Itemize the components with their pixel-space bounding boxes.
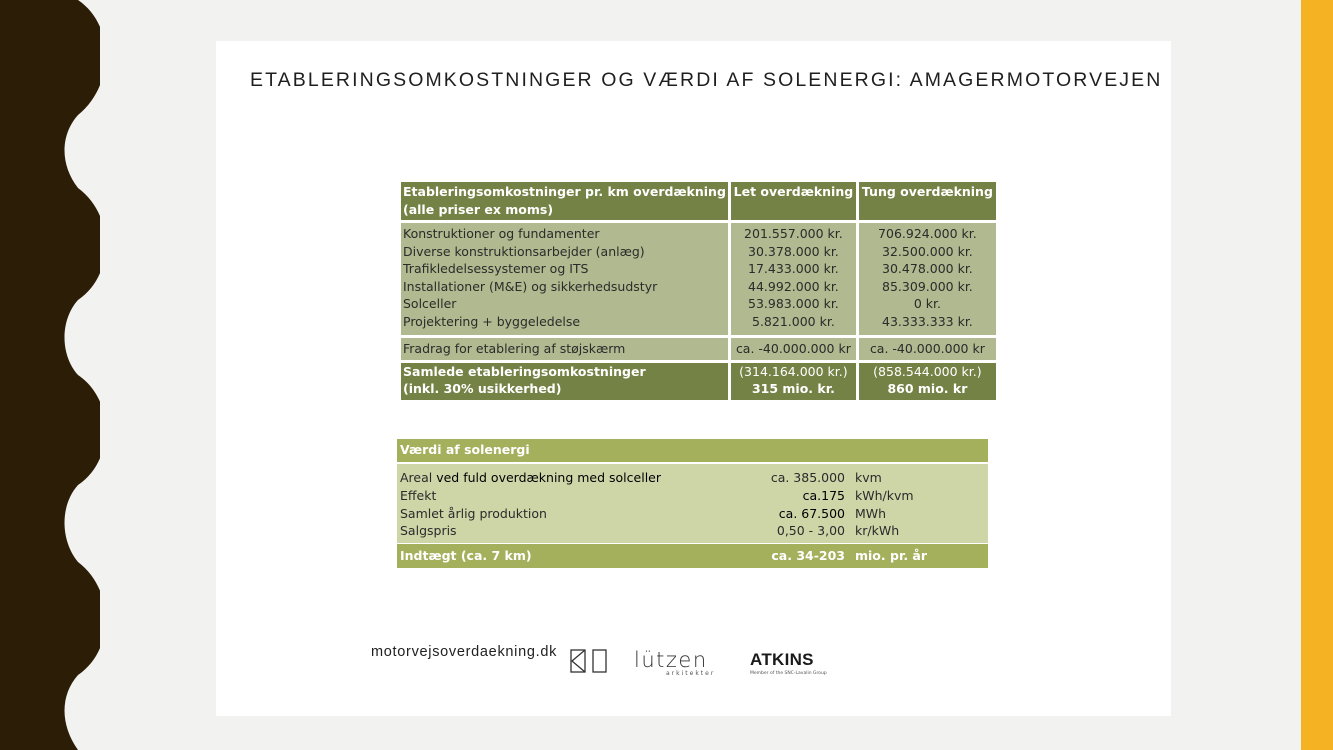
solar-label: Salgspris	[400, 523, 457, 539]
solar-label: Effekt	[400, 487, 437, 503]
cost-items-let	[729, 222, 857, 337]
item-value: 706.924.000 kr.	[878, 226, 977, 241]
deduction-row	[400, 336, 998, 361]
atkins-logo: ATKINS	[750, 650, 814, 669]
lutzen-logo: lützen	[634, 648, 708, 672]
solar-unit: kWh/kvm	[855, 487, 914, 503]
total-label	[400, 361, 730, 401]
solar-row	[397, 505, 988, 523]
item-value: 43.333.333 kr.	[882, 313, 973, 329]
item-value: 17.433.000 kr.	[748, 261, 839, 277]
slide	[216, 41, 1171, 716]
total-label-line: (inkl. 30% usikkerhed)	[403, 381, 562, 397]
cost-items-labels	[400, 222, 730, 337]
solar-table	[397, 439, 988, 568]
item-value: 30.478.000 kr.	[882, 261, 973, 277]
deduction-tung: ca. -40.000.000 kr	[857, 336, 997, 361]
item-value: 44.992.000 kr.	[748, 278, 839, 294]
item-value: 0 kr.	[913, 296, 941, 312]
solar-body	[397, 464, 988, 543]
solar-footer	[397, 544, 988, 568]
total-exact: (314.164.000 kr.)	[739, 363, 848, 379]
solar-label-part: Areal	[400, 470, 433, 485]
solar-label-part: ved fuld overdækning med solceller	[432, 470, 661, 485]
solar-label	[397, 469, 717, 487]
item-value: 85.309.000 kr.	[882, 278, 973, 294]
solar-value: 0,50 - 3,00	[776, 523, 845, 539]
solar-row	[397, 487, 988, 505]
item-label: Solceller	[403, 296, 457, 312]
income-value: ca. 34-203	[771, 548, 845, 564]
item-value: 201.557.000 kr.	[744, 226, 843, 241]
header-cell	[400, 181, 730, 222]
total-rounded: 860 mio. kr	[887, 381, 968, 397]
total-let	[729, 361, 857, 401]
header-sublabel: (alle priser ex moms)	[403, 201, 554, 217]
solar-label: Samlet årlig produktion	[400, 505, 547, 521]
kl-logo-icon	[570, 649, 608, 673]
atkins-logo-sub: Member of the SNC-Lavalin Group	[750, 671, 827, 676]
income-unit: mio. pr. år	[855, 548, 928, 564]
header-let: Let overdækning	[729, 181, 857, 222]
total-row	[400, 361, 998, 401]
solar-value: ca.175	[802, 487, 845, 503]
item-label: Projektering + byggeledelse	[403, 313, 581, 329]
item-value: 53.983.000 kr.	[748, 296, 839, 312]
cost-table-header	[400, 181, 998, 222]
header-tung: Tung overdækning	[857, 181, 997, 222]
income-label: Indtægt (ca. 7 km)	[400, 548, 532, 564]
solar-row	[397, 522, 988, 540]
solar-value: ca. 385.000	[770, 470, 845, 485]
item-label: Diverse konstruktionsarbejder (anlæg)	[403, 243, 645, 259]
solar-unit: kvm	[855, 470, 882, 485]
partner-logos	[570, 648, 830, 678]
item-value: 5.821.000 kr.	[752, 313, 835, 329]
solar-value: ca. 67.500	[778, 505, 845, 521]
cost-items-tung	[857, 222, 997, 337]
accent-bar	[1301, 0, 1333, 750]
cost-table	[398, 179, 999, 403]
header-label: Etableringsomkostninger pr. km overdækning	[403, 184, 726, 199]
decorative-wave	[0, 0, 100, 750]
deduction-let: ca. -40.000.000 kr	[729, 336, 857, 361]
total-tung	[857, 361, 997, 401]
website-url: motorvejsoverdaekning.dk	[371, 644, 558, 660]
page-title: ETABLERINGSOMKOSTNINGER OG VÆRDI AF SOLENERGI: AMAGERMOTORVEJEN	[250, 69, 1163, 91]
deduction-label: Fradrag for etablering af støjskærm	[400, 336, 730, 361]
total-rounded: 315 mio. kr.	[751, 381, 835, 397]
item-value: 32.500.000 kr.	[882, 243, 973, 259]
solar-unit: MWh	[855, 505, 887, 521]
item-label: Konstruktioner og fundamenter	[403, 226, 600, 241]
solar-header: Værdi af solenergi	[397, 439, 988, 462]
solar-unit: kr/kWh	[855, 523, 900, 539]
solar-row	[397, 469, 988, 487]
item-label: Installationer (M&E) og sikkerhedsudstyr	[403, 278, 658, 294]
total-exact: (858.544.000 kr.)	[873, 363, 982, 379]
lutzen-logo-sub: arkitekter	[666, 670, 716, 677]
item-value: 30.378.000 kr.	[748, 243, 839, 259]
item-label: Trafikledelsessystemer og ITS	[403, 261, 589, 277]
total-label-line: Samlede etableringsomkostninger	[403, 363, 646, 379]
cost-items-row	[400, 222, 998, 337]
